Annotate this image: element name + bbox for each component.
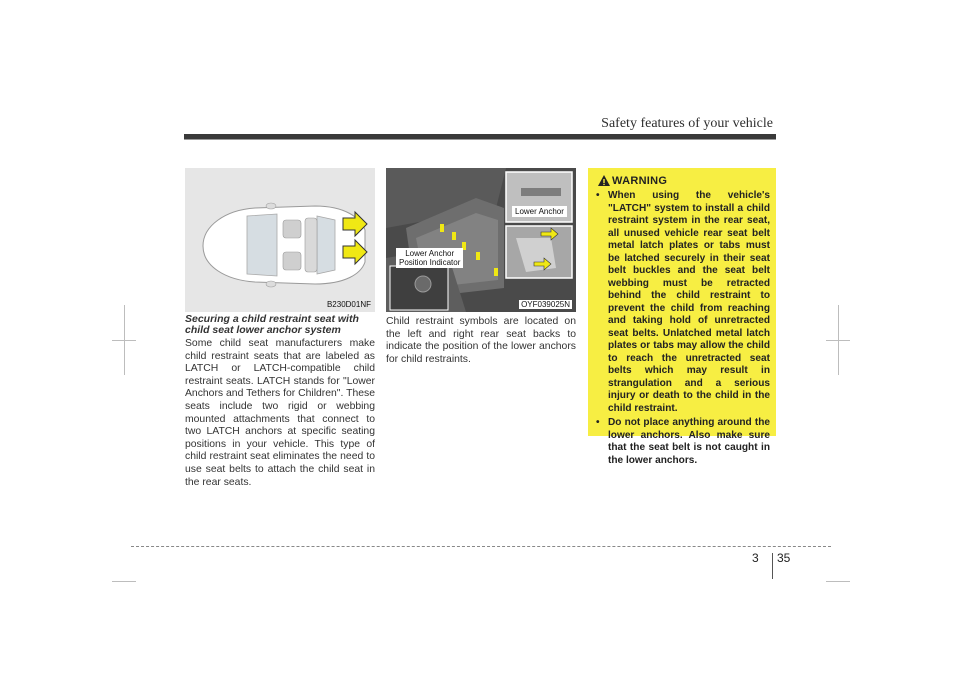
crop-mark-bottom-left-h bbox=[112, 581, 136, 582]
label-lower-anchor: Lower Anchor bbox=[512, 206, 567, 217]
label-position-indicator bbox=[396, 248, 463, 268]
footer-dashed-rule bbox=[131, 546, 831, 547]
chapter-number: 3 bbox=[752, 551, 759, 565]
header-rule-thin bbox=[184, 139, 776, 140]
rear-seat-figure bbox=[386, 168, 576, 312]
section-subheading: Securing a child restraint seat with child seat lower anchor system bbox=[185, 313, 359, 336]
left-body-paragraph: Some child seat manufacturers make child restraint seats that are labeled as LATCH or LATCH-compatible child restraint seats. LATCH stands for "Lower Anchors and Tethers for Children". These seats include two rigid or webbing mounted attachments that connect to two LATCH anchors at specific seating positions in your vehicle. This type of child restraint seat eliminates the need to use seat belts to attach the child seat in the rear seats. bbox=[185, 338, 375, 488]
warning-title: WARNING bbox=[612, 175, 668, 187]
page-number-divider bbox=[772, 553, 773, 579]
rear-seat-illustration bbox=[386, 168, 576, 312]
middle-body-paragraph: Child restraint symbols are located on the left and right rear seat backs to indicate the position of the lower anchors for child restraints. bbox=[386, 316, 576, 365]
crop-mark-right-v bbox=[838, 305, 839, 375]
warning-item: • When using the vehicle's "LATCH" system to install a child restraint system in the rear seat, all unused vehicle rear seat belt metal latch plates or tabs must be latched securely in their seat belt buckles and the seat belt webbing must be retracted behind the child restraint to prevent the child from reaching and taking hold of unretracted seat belts. Unlatched metal latch plates or tabs may allow the child to reach the unretracted seat belts which may result in strangulation and a serious injury or death to the child in the child restraint. bbox=[594, 190, 770, 415]
crop-mark-left-v bbox=[124, 305, 125, 375]
label-position-indicator-line1: Lower Anchor bbox=[405, 249, 455, 258]
page-header-title: Safety features of your vehicle bbox=[601, 116, 773, 131]
warning-item: • Do not place anything around the lower anchors. Also make sure that the seat belt is not caught in the lower anchors. bbox=[594, 417, 770, 467]
page-number: 35 bbox=[777, 551, 791, 565]
warning-list bbox=[594, 190, 770, 469]
warning-triangle-icon bbox=[597, 174, 611, 187]
car-top-view-figure bbox=[185, 168, 375, 312]
figure-code-left: B230D01NF bbox=[326, 300, 371, 309]
car-top-view-illustration bbox=[185, 168, 375, 312]
crop-mark-bottom-right-h bbox=[826, 581, 850, 582]
figure-code-middle: OYF039025N bbox=[521, 300, 570, 309]
label-position-indicator-line2: Position Indicator bbox=[399, 258, 461, 267]
